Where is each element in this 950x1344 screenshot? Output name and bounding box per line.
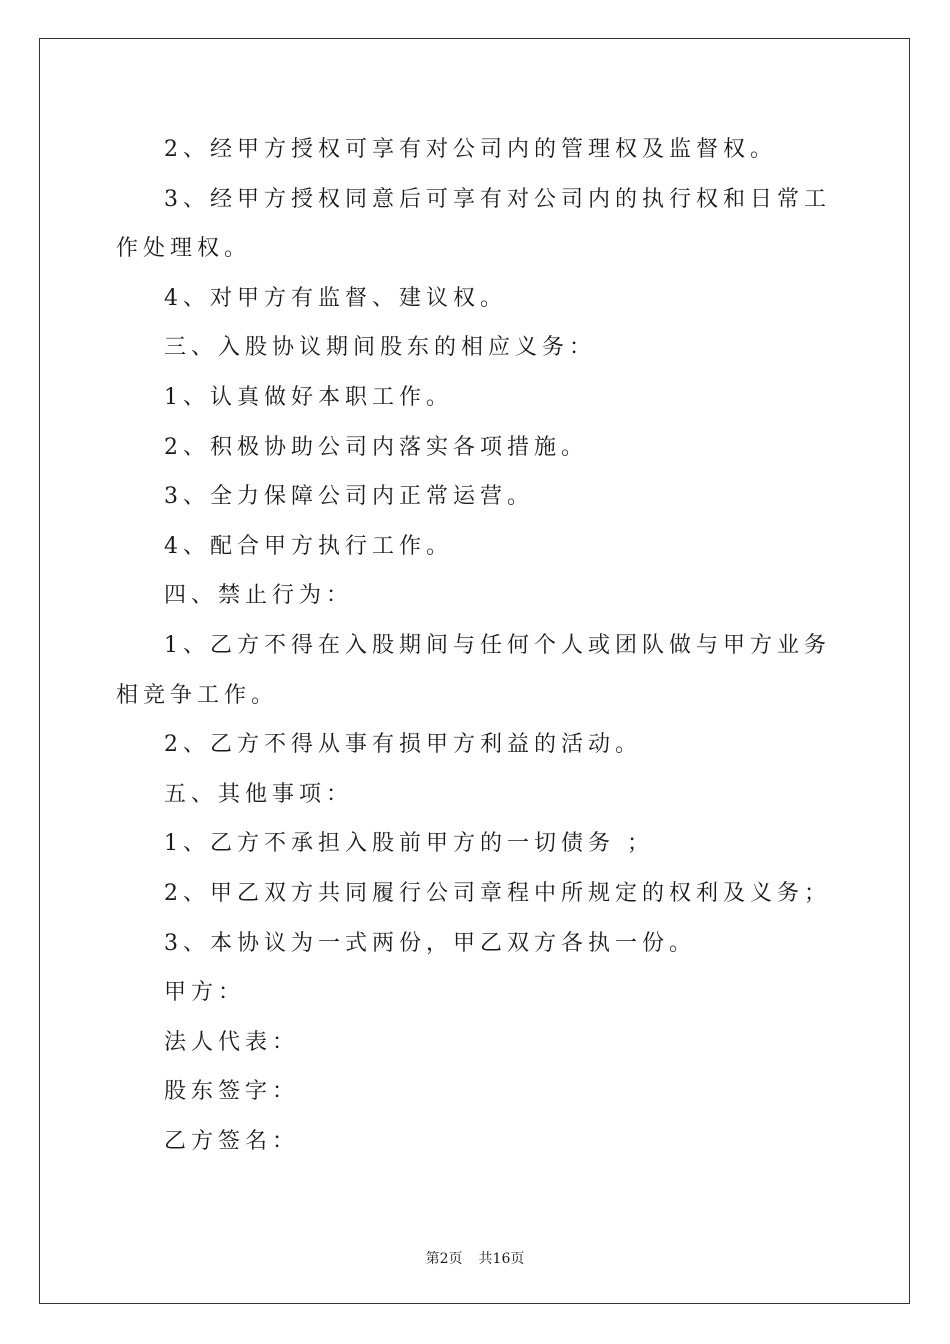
paragraph-prohibited-1: 1、乙方不得在入股期间与任何个人或团队做与甲方业务相竞争工作。 (116, 632, 831, 708)
paragraph-obligation-2: 2、积极协助公司内落实各项措施。 (164, 434, 588, 460)
section-heading-prohibited: 四、禁止行为： (164, 583, 354, 609)
paragraph-right-management: 2、经甲方授权可享有对公司内的管理权及监督权。 (164, 137, 777, 162)
document-body (116, 125, 846, 1166)
paragraph-obligation-1: 1、认真做好本职工作。 (164, 384, 453, 410)
paragraph-other-3: 3、本协议为一式两份，甲乙双方各执一份。 (164, 930, 696, 956)
page-footer (0, 1248, 950, 1268)
page-total: 共16页 (478, 1251, 525, 1267)
signature-party-b: 乙方签名： (164, 1128, 300, 1154)
paragraph-right-execution: 3、经甲方授权同意后可享有对公司内的执行权和日常工作处理权。 (116, 186, 831, 262)
signature-shareholder: 股东签字： (164, 1079, 300, 1105)
paragraph-obligation-3: 3、全力保障公司内正常运营。 (164, 484, 534, 510)
paragraph-right-supervision: 4、对甲方有监督、建议权。 (164, 285, 507, 311)
paragraph-other-2: 2、甲乙双方共同履行公司章程中所规定的权利及义务； (164, 880, 831, 906)
paragraph-other-1: 1、乙方不承担入股前甲方的一切债务 ； (164, 831, 654, 857)
section-heading-obligations: 三、入股协议期间股东的相应义务： (164, 335, 597, 361)
page-number: 第2页 (425, 1251, 463, 1267)
section-heading-other: 五、其他事项： (164, 781, 354, 807)
paragraph-obligation-4: 4、配合甲方执行工作。 (164, 533, 453, 559)
signature-party-a: 甲方： (164, 980, 246, 1006)
signature-legal-rep: 法人代表： (164, 1029, 300, 1055)
paragraph-prohibited-2: 2、乙方不得从事有损甲方利益的活动。 (164, 732, 642, 758)
